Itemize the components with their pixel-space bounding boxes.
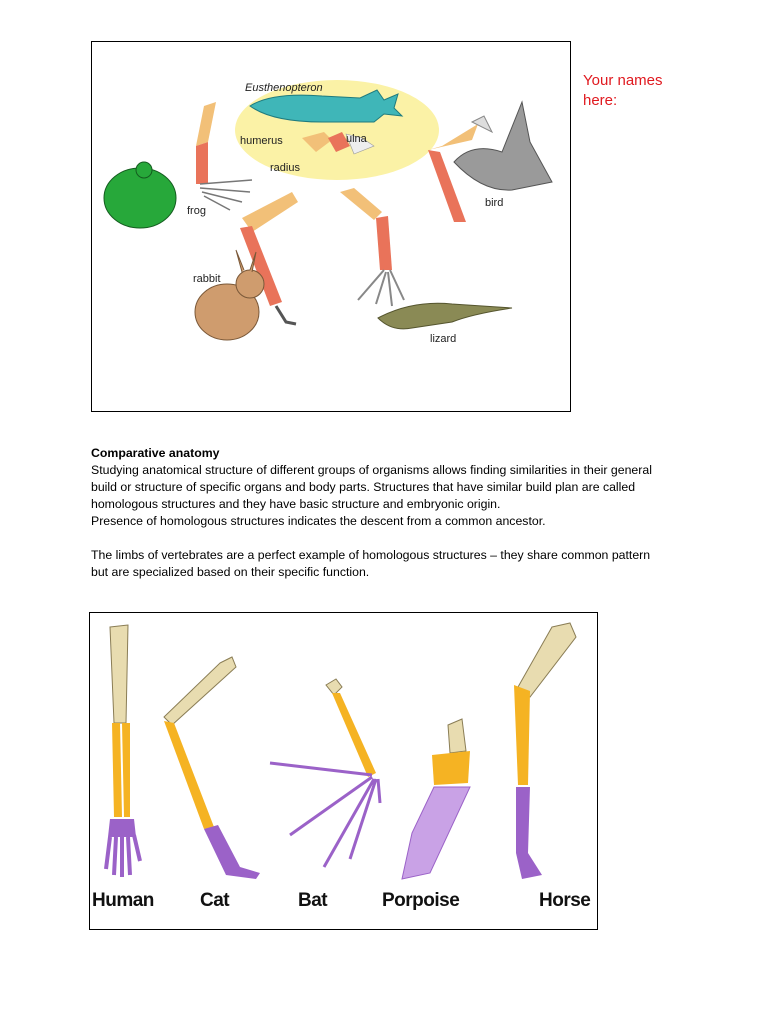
bat-forearm	[332, 693, 376, 777]
forelimb-bones-illustration	[90, 613, 597, 929]
cat-paw	[204, 825, 260, 879]
names-line-2: here:	[583, 92, 618, 109]
porpoise-flipper	[402, 787, 470, 879]
bat-digits	[270, 763, 380, 867]
label-humerus: humerus	[240, 135, 283, 147]
cat-humerus	[164, 657, 236, 725]
para1-line-3: homologous structures and they have basic structure and embryonic origin.	[91, 497, 501, 511]
frog-humerus	[196, 102, 216, 146]
bat-humerus	[326, 679, 342, 695]
your-names-placeholder	[583, 71, 703, 111]
frog-forearm	[196, 142, 208, 184]
lizard-forearm	[376, 216, 392, 270]
horse-radius-ulna	[514, 685, 530, 785]
para1-line-4: Presence of homologous structures indicates the descent from a common ancestor.	[91, 514, 546, 528]
label-porpoise: Porpoise	[382, 890, 460, 911]
porpoise-humerus	[448, 719, 466, 753]
vertebrate-forelimbs-figure	[89, 612, 598, 930]
human-radius	[112, 723, 122, 817]
human-ulna	[122, 723, 130, 817]
human-wrist	[108, 819, 136, 837]
frog-eye	[136, 162, 152, 178]
human-humerus	[110, 625, 128, 723]
lizard-digits	[358, 270, 404, 306]
label-cat: Cat	[200, 890, 230, 911]
porpoise-forearm	[432, 751, 470, 785]
label-bird: bird	[485, 197, 504, 209]
rabbit-head	[236, 270, 264, 298]
cat-radius-ulna	[164, 721, 214, 829]
label-eusthenopteron: Eusthenopteron	[245, 82, 323, 94]
comparative-anatomy-text	[91, 445, 691, 581]
label-bat: Bat	[298, 890, 328, 911]
label-lizard: lizard	[430, 333, 457, 345]
section-heading: Comparative anatomy	[91, 446, 220, 460]
rabbit-humerus	[242, 192, 298, 232]
horse-hoof	[516, 787, 542, 879]
ancestor-ellipse	[235, 80, 439, 180]
label-rabbit: rabbit	[193, 273, 221, 285]
bird-body	[454, 102, 552, 190]
para1-line-2: build or structure of specific organs and body parts. Structures that have similar build plan are called	[91, 480, 636, 494]
para1-line-1: Studying anatomical structure of different groups of organisms allows finding similarities in their general	[91, 463, 652, 477]
homologous-limbs-figure	[91, 41, 571, 412]
para2-line-2: but are specialized based on their specific function.	[91, 565, 370, 579]
label-ulna: ulna	[346, 133, 367, 145]
lizard-body	[378, 303, 512, 329]
label-horse: Horse	[539, 890, 591, 911]
limbs-illustration	[92, 42, 570, 411]
rabbit-paw	[276, 306, 296, 324]
para2-line-1: The limbs of vertebrates are a perfect example of homologous structures – they share common pattern	[91, 548, 651, 562]
label-human: Human	[92, 890, 154, 911]
label-frog: frog	[187, 205, 206, 217]
human-fingers	[106, 835, 140, 877]
horse-humerus	[518, 623, 576, 697]
names-line-1: Your names	[583, 72, 663, 89]
label-radius: radius	[270, 162, 300, 174]
lizard-humerus	[340, 188, 382, 220]
frog-digits	[200, 180, 252, 210]
